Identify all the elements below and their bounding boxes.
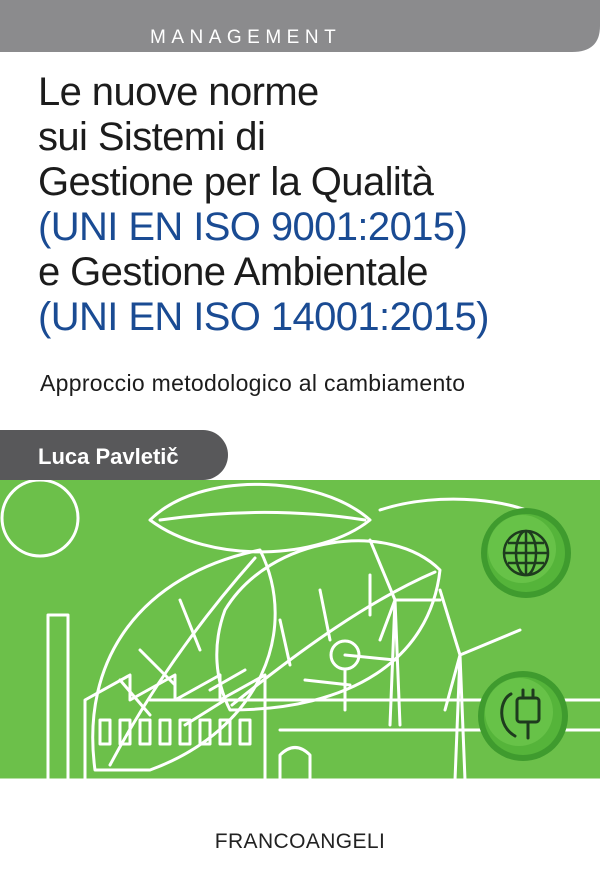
book-subtitle: Approccio metodologico al cambiamento (40, 370, 466, 396)
title-line-2: sui Sistemi di (38, 115, 266, 159)
power-plug-icon (475, 668, 571, 764)
author-name: Luca Pavletič (38, 444, 179, 469)
globe-icon (478, 505, 574, 601)
title-line-6: (UNI EN ISO 14001:2015) (38, 295, 489, 339)
series-label: MANAGEMENT (150, 27, 342, 48)
title-line-4: (UNI EN ISO 9001:2015) (38, 205, 468, 249)
title-line-1: Le nuove norme (38, 70, 319, 114)
illustration-bottom-band (0, 780, 600, 810)
book-title (38, 70, 578, 340)
publisher-logo: FRANCOANGELI (214, 830, 386, 853)
title-line-5: e Gestione Ambientale (38, 250, 428, 294)
title-line-3: Gestione per la Qualità (38, 160, 434, 204)
